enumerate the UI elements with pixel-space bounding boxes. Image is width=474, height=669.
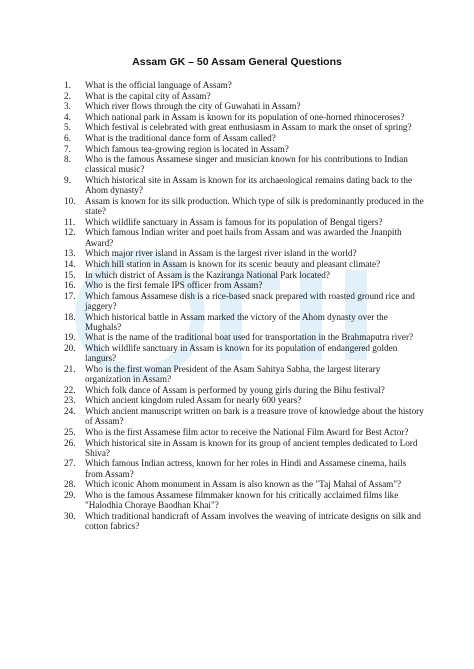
question-text: Which folk dance of Assam is performed by young girls during the Bihu festival?	[85, 384, 385, 395]
question-number: 5.	[64, 122, 71, 133]
question-item	[64, 438, 426, 459]
question-text: Which wildlife sanctuary in Assam is famous for its population of Bengal tigers?	[85, 216, 383, 227]
question-text: What is the name of the traditional boat used for transportation in the Brahmaputra river?	[85, 332, 414, 343]
question-number: 4.	[64, 111, 71, 122]
question-text: Which historical site in Assam is known for its archaeological remains dating back to the Ahom dynasty?	[85, 175, 413, 196]
question-text: Which wildlife sanctuary in Assam is known for its population of endangered golden langurs?	[85, 343, 398, 364]
question-text: What is the capital city of Assam?	[85, 90, 211, 101]
question-number: 2.	[64, 90, 71, 101]
question-item	[64, 122, 426, 132]
question-text: Which historical site in Assam is known for its group of ancient temples dedicated to Lord Shiva?	[85, 437, 418, 458]
question-item	[64, 259, 426, 269]
question-item	[64, 385, 426, 395]
question-text: Who is the famous Assamese singer and musician known for his contributions to Indian classical music?	[85, 154, 408, 175]
question-number: 29.	[64, 489, 76, 500]
question-text: Which ancient kingdom ruled Assam for nearly 600 years?	[85, 395, 302, 406]
question-number: 9.	[64, 175, 71, 186]
question-item	[64, 101, 426, 111]
question-text: Which famous Indian writer and poet hails from Assam and was awarded the Jnanpith Award?	[85, 227, 402, 248]
question-number: 14.	[64, 258, 76, 269]
question-item	[64, 217, 426, 227]
question-number: 23.	[64, 395, 76, 406]
question-text: Assam is known for its silk production. Which type of silk is predominantly produced in the state?	[85, 195, 424, 217]
question-text: Which traditional handicraft of Assam involves the weaving of intricate designs on silk and cotton fabrics?	[85, 510, 422, 532]
question-text: Which famous tea-growing region is located in Assam?	[85, 143, 289, 154]
question-number: 17.	[64, 290, 76, 301]
question-number: 6.	[64, 132, 71, 143]
question-text: Which hill station in Assam is known for its scenic beauty and pleasant climate?	[85, 258, 381, 269]
question-item	[64, 133, 426, 143]
question-text: What is the traditional dance form of Assam called?	[85, 132, 276, 143]
question-number: 1.	[64, 80, 71, 90]
question-item	[64, 332, 426, 342]
question-text: Who is the first woman President of the Asam Sahitya Sabha, the largest literary organization in Assam?	[85, 363, 381, 385]
question-item	[64, 511, 426, 532]
question-number: 15.	[64, 269, 76, 280]
question-number: 24.	[64, 406, 76, 417]
question-text: Which famous Assamese dish is a rice-based snack prepared with roasted ground rice and jaggery?	[85, 290, 415, 311]
question-item	[64, 175, 426, 196]
question-item	[64, 458, 426, 479]
question-item	[64, 280, 426, 290]
question-item	[64, 479, 426, 489]
question-item	[64, 144, 426, 154]
question-item	[64, 196, 426, 217]
question-number: 19.	[64, 332, 76, 343]
question-text: What is the official language of Assam?	[85, 80, 232, 90]
question-number: 18.	[64, 311, 76, 322]
question-text: Which famous Indian actress, known for her roles in Hindi and Assamese cinema, hails from Assam?	[85, 458, 407, 479]
question-text: Which historical battle in Assam marked the victory of the Ahom dynasty over the Mughals?	[85, 311, 388, 332]
question-item	[64, 490, 426, 511]
question-number: 11.	[64, 216, 76, 227]
question-number: 20.	[64, 343, 76, 354]
question-item	[64, 154, 426, 175]
question-item	[64, 80, 426, 90]
question-item	[64, 406, 426, 427]
question-text: Who is the first Assamese film actor to receive the National Film Award for Best Actor?	[85, 426, 409, 437]
question-number: 3.	[64, 101, 71, 112]
question-number: 26.	[64, 437, 76, 448]
question-number: 27.	[64, 458, 76, 469]
question-item	[64, 312, 426, 333]
question-number: 16.	[64, 280, 76, 291]
question-text: Which iconic Ahom monument in Assam is also known as the "Taj Mahal of Assam"?	[85, 479, 402, 490]
question-text: Which festival is celebrated with great enthusiasm in Assam to mark the onset of spring?	[85, 122, 412, 133]
page-title: Assam GK – 50 Assam General Questions	[132, 56, 342, 68]
question-list	[64, 80, 426, 532]
question-item	[64, 91, 426, 101]
question-item	[64, 112, 426, 122]
question-number: 21.	[64, 363, 76, 374]
question-item	[64, 427, 426, 437]
question-number: 8.	[64, 154, 71, 165]
question-text: Which major river island in Assam is the largest river island in the world?	[85, 248, 357, 259]
question-text: Which river flows through the city of Guwahati in Assam?	[85, 101, 301, 112]
question-number: 13.	[64, 248, 76, 259]
question-item	[64, 364, 426, 385]
question-text: In which district of Assam is the Kaziranga National Park located?	[85, 269, 330, 280]
question-number: 30.	[64, 510, 76, 521]
question-item	[64, 248, 426, 258]
question-item	[64, 395, 426, 405]
question-number: 28.	[64, 479, 76, 490]
question-item	[64, 291, 426, 312]
question-number: 10.	[64, 195, 76, 206]
question-text: Which national park in Assam is known for its population of one-horned rhinoceroses?	[85, 111, 405, 122]
question-text: Who is the first female IPS officer from Assam?	[85, 280, 263, 291]
question-item	[64, 227, 426, 248]
question-number: 7.	[64, 143, 71, 154]
question-item	[64, 270, 426, 280]
question-item	[64, 343, 426, 364]
question-number: 22.	[64, 384, 76, 395]
question-number: 12.	[64, 227, 76, 238]
question-number: 25.	[64, 426, 76, 437]
question-text: Who is the famous Assamese filmmaker known for his critically acclaimed films like "Halodhia Choraye Baodhan Khai"?	[85, 489, 399, 511]
question-text: Which ancient manuscript written on bark is a treasure trove of knowledge about the history of Assam?	[85, 406, 424, 427]
